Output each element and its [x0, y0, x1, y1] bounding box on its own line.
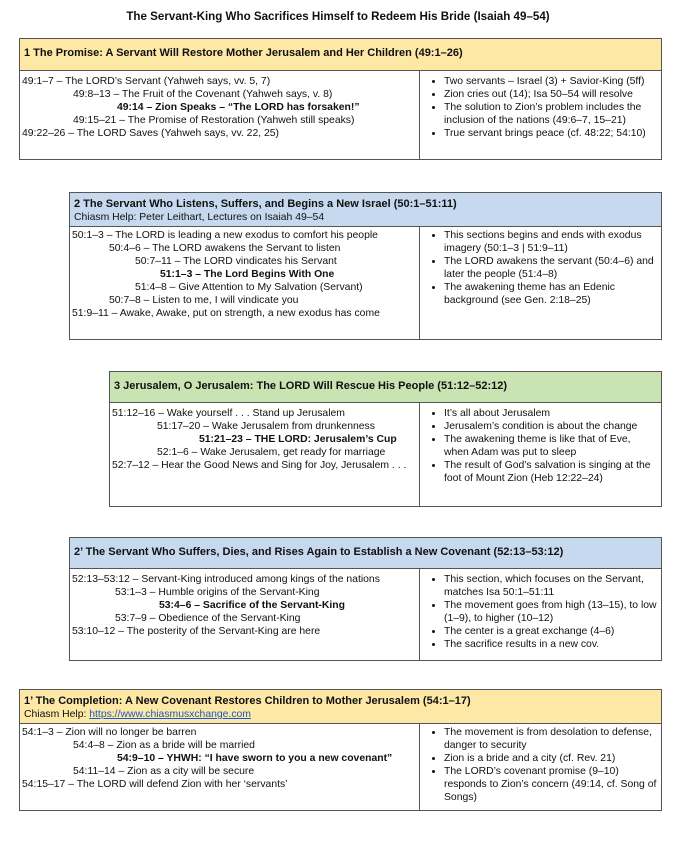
note-item: • Zion is a bride and a city (cf. Rev. 21): [444, 752, 657, 765]
outline-center-line: 51:1–3 – The Lord Begins With One: [160, 269, 335, 280]
section-2-prime-header: [70, 538, 661, 569]
section-2-chiasm-help: Chiasm Help: Peter Leithart, Lectures on Isaiah 49–54: [74, 212, 325, 223]
note-item: • The awakening theme has an Edenic background (see Gen. 2:18–25): [444, 281, 657, 307]
note-item: • Jerusalem’s condition is about the change: [444, 420, 657, 433]
section-1-prime-notes: [418, 724, 661, 810]
chiasm-help-link[interactable]: https://www.chiasmusxchange.com: [89, 709, 251, 720]
section-3-outline: [110, 403, 420, 506]
outline-line: 50:7–8 – Listen to me, I will vindicate you: [109, 295, 299, 306]
outline-line: 54:11–14 – Zion as a city will be secure: [73, 766, 255, 777]
section-3: [109, 371, 662, 507]
outline-line: 51:17–20 – Wake Jerusalem from drunkenness: [157, 421, 375, 432]
outline-center-line: 51:21–23 – THE LORD: Jerusalem’s Cup: [199, 434, 397, 445]
outline-line: 54:4–8 – Zion as a bride will be married: [73, 740, 255, 751]
section-2-prime-notes: [418, 569, 661, 660]
outline-line: 52:13–53:12 – Servant-King introduced among kings of the nations: [72, 574, 380, 585]
note-item: • This sections begins and ends with exodus imagery (50:1–3 | 51:9–11): [444, 229, 657, 255]
chiasm-help-label: Chiasm Help:: [24, 709, 90, 720]
page-title: The Servant-King Who Sacrifices Himself to Redeem His Bride (Isaiah 49–54): [126, 10, 550, 23]
note-item: • The result of God’s salvation is singing at the foot of Mount Zion (Heb 12:22–24): [444, 459, 657, 485]
note-item: • The movement is from desolation to defense, danger to security: [444, 726, 657, 752]
section-1-prime-heading: 1’ The Completion: A New Covenant Restores Children to Mother Jerusalem (54:1–17): [24, 695, 471, 707]
outline-line: 49:15–21 – The Promise of Restoration (Yahweh still speaks): [73, 115, 355, 126]
outline-line: 54:15–17 – The LORD will defend Zion with her ‘servants’: [22, 779, 288, 790]
section-1-outline: [20, 71, 420, 159]
section-1-heading: 1 The Promise: A Servant Will Restore Mother Jerusalem and Her Children (49:1–26): [24, 47, 463, 59]
section-1-prime-outline: [20, 724, 420, 810]
note-item: • Two servants – Israel (3) + Savior-King (5ff): [444, 75, 657, 88]
outline-center-line: 54:9–10 – YHWH: “I have sworn to you a new covenant”: [117, 753, 393, 764]
note-item: • True servant brings peace (cf. 48:22; 54:10): [444, 127, 657, 140]
note-item: • Zion cries out (14); Isa 50–54 will resolve: [444, 88, 657, 101]
section-3-notes: [418, 403, 661, 506]
section-1-prime-header: [20, 690, 661, 724]
note-item: • The LORD’s covenant promise (9–10) responds to Zion’s concern (49:14, cf. Song of Songs): [444, 765, 657, 804]
outline-line: 51:9–11 – Awake, Awake, put on strength, a new exodus has come: [72, 308, 380, 319]
section-3-heading: 3 Jerusalem, O Jerusalem: The LORD Will Rescue His People (51:12–52:12): [114, 380, 508, 392]
note-item: • It’s all about Jerusalem: [444, 407, 657, 420]
section-2-prime-heading: 2’ The Servant Who Suffers, Dies, and Rises Again to Establish a New Covenant (52:13–53:12): [74, 546, 564, 558]
section-1-header: [20, 39, 661, 71]
section-1-notes: [418, 71, 661, 159]
outline-line: 49:1–7 – The LORD’s Servant (Yahweh says, vv. 5, 7): [22, 76, 271, 87]
section-2-heading: 2 The Servant Who Listens, Suffers, and Begins a New Israel (50:1–51:11): [74, 198, 457, 210]
note-item: • The movement goes from high (13–15), to low (1–9), to higher (10–12): [444, 599, 657, 625]
outline-line: 49:8–13 – The Fruit of the Covenant (Yahweh says, v. 8): [73, 89, 333, 100]
outline-line: 50:7–11 – The LORD vindicates his Servant: [135, 256, 337, 267]
outline-line: 53:10–12 – The posterity of the Servant-King are here: [72, 626, 321, 637]
outline-line: 50:1–3 – The LORD is leading a new exodus to comfort his people: [72, 230, 378, 241]
section-2-outline: [70, 227, 420, 339]
section-2-prime-outline: [70, 569, 420, 660]
note-item: • The awakening theme is like that of Eve, when Adam was put to sleep: [444, 433, 657, 459]
outline-line: 53:1–3 – Humble origins of the Servant-King: [115, 587, 320, 598]
section-3-header: [110, 372, 661, 403]
outline-line: 51:4–8 – Give Attention to My Salvation (Servant): [135, 282, 363, 293]
note-item: • The LORD awakens the servant (50:4–6) and later the people (51:4–8): [444, 255, 657, 281]
outline-center-line: 53:4–6 – Sacrifice of the Servant-King: [159, 600, 345, 611]
note-item: • The solution to Zion’s problem includes the inclusion of the nations (49:6–7, 15–21): [444, 101, 657, 127]
outline-line: 49:22–26 – The LORD Saves (Yahweh says, vv. 22, 25): [22, 128, 280, 139]
outline-line: 51:12–16 – Wake yourself . . . Stand up Jerusalem: [112, 408, 345, 419]
section-2-notes: [418, 227, 661, 339]
note-item: • The center is a great exchange (4–6): [444, 625, 657, 638]
outline-line: 53:7–9 – Obedience of the Servant-King: [115, 613, 301, 624]
section-2: [69, 192, 662, 340]
outline-line: 52:1–6 – Wake Jerusalem, get ready for marriage: [157, 447, 386, 458]
outline-line: 50:4–6 – The LORD awakens the Servant to listen: [109, 243, 341, 254]
note-item: • The sacrifice results in a new cov.: [444, 638, 657, 651]
section-2-prime: [69, 537, 662, 661]
outline-line: 54:1–3 – Zion will no longer be barren: [22, 727, 197, 738]
section-1-prime-chiasm-help: [24, 708, 657, 721]
section-1-prime: [19, 689, 662, 811]
outline-center-line: 49:14 – Zion Speaks – “The LORD has forsaken!”: [117, 102, 360, 113]
section-1: [19, 38, 662, 160]
outline-line: 52:7–12 – Hear the Good News and Sing for Joy, Jerusalem . . .: [112, 460, 407, 471]
section-2-header: [70, 193, 661, 227]
note-item: • This section, which focuses on the Servant, matches Isa 50:1–51:11: [444, 573, 657, 599]
